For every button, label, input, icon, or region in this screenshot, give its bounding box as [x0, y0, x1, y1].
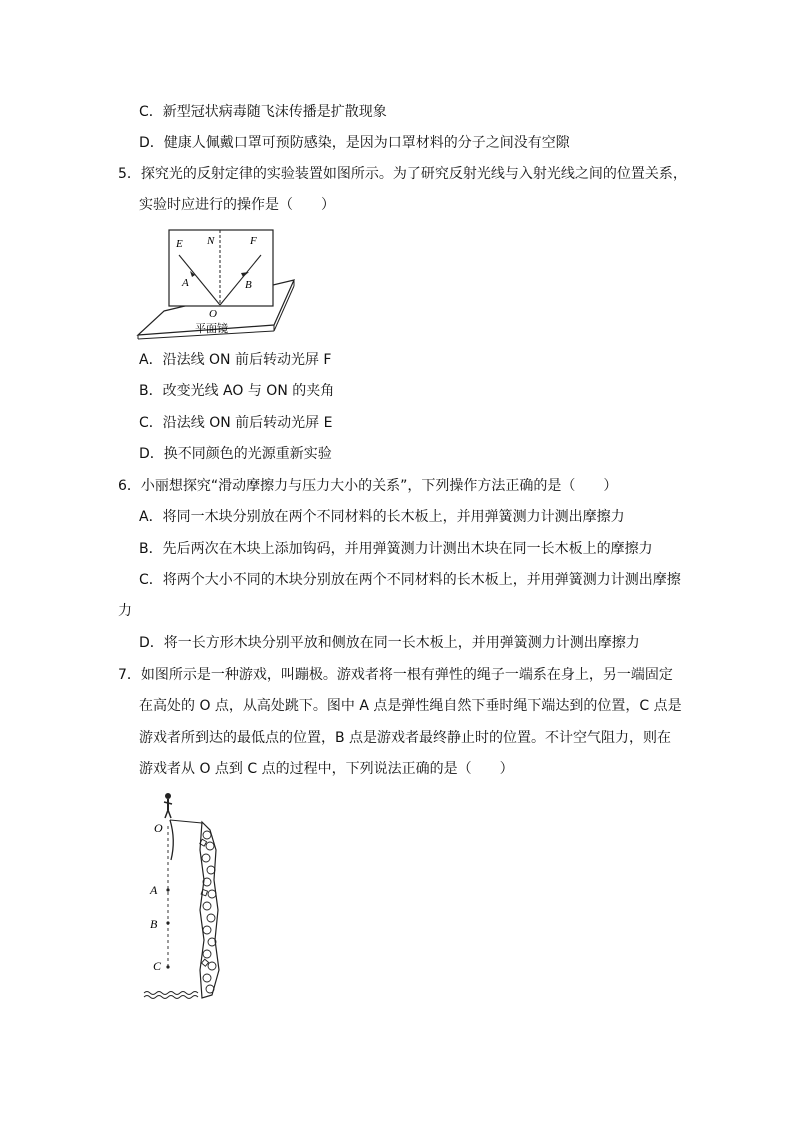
label-C: C [153, 959, 162, 973]
q7-stem-line1: 7．如图所示是一种游戏，叫蹦极。游戏者将一根有弹性的绳子一端系在身上，另一端固定 [118, 667, 673, 683]
q5-stem-line1: 5．探究光的反射定律的实验装置如图所示。为了研究反射光线与入射光线之间的位置关系， [118, 166, 687, 182]
q5-option-d: D．换不同颜色的光源重新实验 [139, 446, 332, 462]
q7-stem-line4: 游戏者从 O 点到 C 点的过程中，下列说法正确的是（ ） [139, 761, 514, 777]
q5-option-b: B．改变光线 AO 与 ON 的夹角 [139, 383, 335, 399]
q6-stem: 6．小丽想探究“滑动摩擦力与压力大小的关系”，下列操作方法正确的是（ ） [118, 478, 618, 494]
water-waves [144, 992, 198, 999]
jumper-icon [164, 793, 172, 818]
bungee-figure [140, 790, 240, 1005]
q6-option-d: D．将一长方形木块分别平放和侧放在同一长木板上，并用弹簧测力计测出摩擦力 [139, 635, 640, 651]
light-screen [169, 230, 273, 306]
reflection-apparatus-figure [136, 225, 306, 345]
q6-option-a: A．将同一木块分别放在两个不同材料的长木板上，并用弹簧测力计测出摩擦力 [139, 509, 625, 525]
label-mirror: 平面镜 [195, 323, 228, 335]
label-O: O [154, 821, 163, 835]
cliff [200, 822, 219, 998]
label-B: B [245, 279, 252, 291]
point-B [166, 921, 169, 924]
label-N: N [207, 235, 215, 247]
label-E: E [176, 238, 183, 250]
point-C [166, 965, 169, 968]
label-O: O [209, 308, 217, 320]
label-F: F [250, 235, 257, 247]
q6-option-c-line2: 力 [118, 603, 132, 619]
q7-stem-line3: 游戏者所到达的最低点的位置，B 点是游戏者最终静止时的位置。不计空气阻力，则在 [139, 730, 672, 746]
q6-option-c-line1: C．将两个大小不同的木块分别放在两个不同材料的长木板上，并用弹簧测力计测出摩擦 [139, 572, 681, 588]
point-A [166, 888, 169, 891]
label-A: A [182, 277, 189, 289]
q5-option-c: C．沿法线 ON 前后转动光屏 E [139, 415, 333, 431]
q7-stem-line2: 在高处的 O 点，从高处跳下。图中 A 点是弹性绳自然下垂时绳下端达到的位置，C 点是 [139, 698, 682, 714]
q5-option-a: A．沿法线 ON 前后转动光屏 F [139, 352, 332, 368]
q6-option-b: B．先后两次在木块上添加钩码，并用弹簧测力计测出木块在同一长木板上的摩擦力 [139, 541, 653, 557]
q5-stem-line2: 实验时应进行的操作是（ ） [139, 197, 335, 213]
q4-option-c: C．新型冠状病毒随飞沫传播是扩散现象 [139, 104, 387, 120]
label-A: A [150, 883, 158, 897]
label-B: B [150, 917, 158, 931]
bungee-rope [170, 820, 173, 860]
q4-option-d: D．健康人佩戴口罩可预防感染，是因为口罩材料的分子之间没有空隙 [139, 135, 570, 151]
